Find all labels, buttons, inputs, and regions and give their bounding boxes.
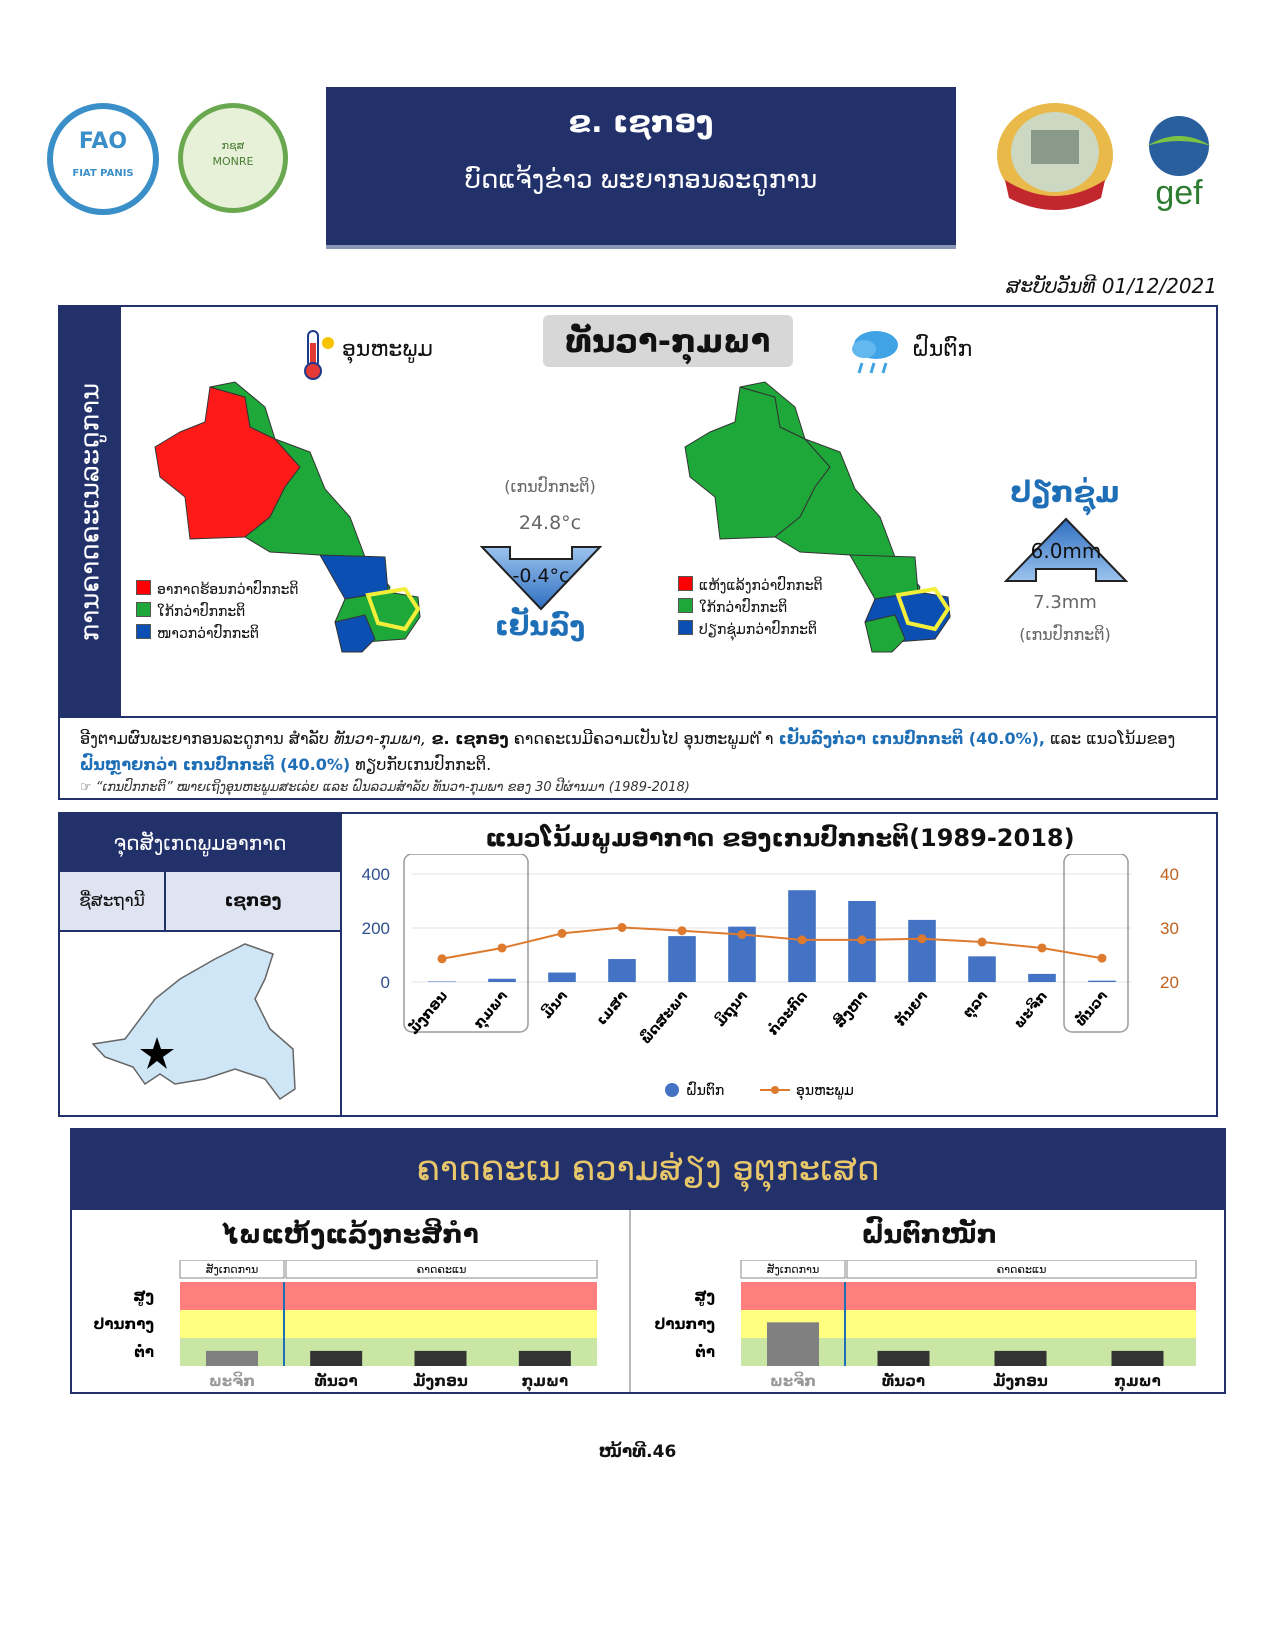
temperature-point	[858, 935, 867, 944]
fao-motto: FIAT PANIS	[72, 168, 134, 179]
rainfall-bar	[608, 959, 636, 982]
risk-level-label: ປານກາງ	[654, 1315, 715, 1333]
outlook-side-bar	[60, 307, 121, 716]
temperature-point	[738, 930, 747, 939]
risk-month-label: ທັນວາ	[881, 1372, 926, 1390]
risk-bar	[767, 1322, 819, 1366]
outlook-narrative	[60, 716, 1216, 798]
observed-label: ສັງເກດການ	[766, 1263, 820, 1276]
legend-swatch	[678, 620, 693, 635]
x-axis-tick: ມັງກອນ	[405, 988, 452, 1038]
x-axis-tick: ມິຖຸນາ	[712, 988, 752, 1030]
narrative-part: ອີງຕາມຜົນພະຍາກອນລະດູການ ສຳລັບ	[80, 729, 335, 748]
legend-rainfall-label: ຝົນຕົກ	[686, 1083, 725, 1099]
temperature-point	[498, 943, 507, 952]
risk-bar	[415, 1351, 467, 1366]
province-title: ຂ. ເຊກອງ	[568, 105, 714, 140]
temperature-point	[558, 929, 567, 938]
drought-risk-chart	[72, 1260, 629, 1392]
lao-emblem-logo	[991, 100, 1119, 210]
temperature-anomaly: -0.4°c	[512, 565, 570, 587]
risk-month-label: ມັງກອນ	[993, 1372, 1048, 1390]
forecast-label: ຄາດຄະແນ	[996, 1263, 1047, 1276]
temperature-legend-item	[136, 601, 299, 623]
rainfall-normal-label: (ເກນປົກກະຕິ)	[1019, 625, 1111, 644]
climatology-chart	[342, 854, 1218, 1116]
temperature-normal-value: 24.8°c	[518, 512, 582, 534]
risk-month-label: ທັນວາ	[314, 1372, 358, 1390]
legend-temperature-label: ອຸນຫະພູມ	[796, 1083, 854, 1099]
temperature-legend	[136, 579, 299, 645]
rainfall-normal-value: 7.3mm	[1033, 592, 1097, 613]
left-axis-tick: 200	[361, 919, 390, 938]
thermometer-icon	[300, 327, 336, 383]
temperature-legend-item	[136, 623, 299, 645]
seasonal-outlook-panel	[58, 305, 1218, 800]
legend-label: ໜາວກວ່າປົກກະຕິ	[157, 626, 259, 642]
issue-date: ສະບັບວັນທີ 01/12/2021	[1006, 274, 1217, 298]
risk-bar	[1112, 1351, 1164, 1366]
narrative-season: ທັນວາ-ກຸມພາ,	[334, 729, 426, 748]
legend-temperature-marker	[771, 1086, 779, 1094]
monre-logo-text: ກຊສ MONRE	[212, 139, 254, 168]
fao-logo	[47, 103, 159, 215]
legend-swatch	[136, 624, 151, 639]
risk-bar	[206, 1351, 258, 1366]
risk-level-band	[741, 1282, 1196, 1310]
rainfall-bar	[428, 981, 456, 982]
temperature-heading: ອຸນຫະພູມ	[342, 337, 433, 362]
risk-level-label: ປານກາງ	[93, 1315, 154, 1333]
temperature-normal-label: (ເກນປົກກະຕິ)	[504, 477, 596, 496]
x-axis-tick: ພຶດສະພາ	[637, 988, 692, 1048]
x-axis-tick: ພະຈິກ	[1011, 988, 1052, 1032]
chart-title: ແນວໂນ້ມພູມອາກາດ ຂອງເກນປົກກະຕິ(1989-2018)	[485, 824, 1075, 852]
fao-logo-text: FAO	[78, 129, 128, 154]
rainfall-bar	[1088, 981, 1116, 982]
legend-swatch	[678, 598, 693, 613]
page-number: ໜ້າທີ.46	[598, 1442, 677, 1462]
rainfall-heading: ຝົນຕົກ	[912, 337, 973, 362]
temperature-point	[918, 934, 927, 943]
narrative-part: ຄາດຄະເນມີຄວາມເປັນໄປ ອຸນຫະພູມຕ່ ຳ	[508, 729, 779, 748]
x-axis-tick: ມີນາ	[539, 988, 572, 1022]
heavy-rain-risk-chart	[631, 1260, 1228, 1392]
season-title: ທັນວາ-ກຸມພາ	[543, 315, 793, 367]
legend-label: ແຫ້ງແລ້ງກວ່າປົກກະຕິ	[699, 578, 823, 594]
legend-label: ໃກ້ກວ່າປົກກະຕິ	[157, 604, 246, 620]
narrative-province: ຂ. ເຊກອງ	[426, 729, 509, 748]
rainfall-anomaly: 6.0mm	[1030, 539, 1102, 563]
left-axis-tick: 400	[361, 865, 390, 884]
risk-month-label: ພະຈິກ	[769, 1372, 817, 1390]
observed-label: ສັງເກດການ	[205, 1263, 259, 1276]
narrative-note: ☞ “ເກນປົກກະຕິ” ໝາຍເຖິງອຸນຫະພູມສະເລ່ຍ ແລະ ຝົນລວມສຳລັບ ທັນວາ-ກຸມພາ ຂອງ 30 ປີຜ່ານມາ (1989-2018)	[80, 780, 690, 795]
rainfall-bar	[968, 956, 996, 982]
rainfall-legend-item	[678, 619, 823, 641]
legend-label: ໃກ້ກວ່າປົກກະຕິ	[699, 600, 788, 616]
narrative-temperature-highlight: ເຢັນລົງກ່ວາ ເກນປົກກະຕິ (40.0%),	[778, 729, 1045, 748]
legend-label: ປຽກຊຸ່ມກວ່າປົກກະຕິ	[699, 622, 817, 638]
temperature-point	[978, 938, 987, 947]
station-climate-panel	[58, 812, 1218, 1117]
risk-level-label: ຕໍ່າ	[134, 1343, 154, 1361]
rainfall-bar	[548, 973, 576, 982]
risk-level-label: ຕໍ່າ	[695, 1343, 715, 1361]
station-location-map	[85, 939, 315, 1109]
risk-month-label: ມັງກອນ	[413, 1372, 468, 1390]
legend-swatch	[678, 576, 693, 591]
heavy-rain-risk-title: ຝົນຕົກໜັກ	[861, 1220, 998, 1250]
rainfall-bar	[488, 979, 516, 982]
temperature-point	[618, 923, 627, 932]
risk-heading: ຄາດຄະເນ ຄວາມສ່ຽງ ອຸຕຸກະເສດ	[70, 1128, 1226, 1210]
rain-cloud-icon	[850, 329, 904, 377]
rainfall-legend	[678, 575, 823, 641]
temperature-direction: ເຢັນລົງ	[494, 611, 586, 642]
temperature-point	[798, 935, 807, 944]
risk-bar	[519, 1351, 571, 1366]
drought-risk-title: ໄພແຫ້ງແລ້ງກະສິກຳ	[222, 1220, 479, 1250]
risk-month-label: ກຸມພາ	[1114, 1372, 1161, 1390]
x-axis-tick: ກັນຍາ	[892, 988, 932, 1030]
right-axis-tick: 40	[1160, 865, 1179, 884]
risk-bar	[878, 1351, 930, 1366]
forecast-label: ຄາດຄະແນ	[416, 1263, 467, 1276]
risk-level-label: ສູງ	[694, 1287, 715, 1305]
risk-panel	[70, 1210, 1226, 1394]
risk-level-band	[180, 1310, 597, 1338]
temperature-point	[1098, 954, 1107, 963]
bulletin-title: ບົດແຈ້ງຂ່າວ ພະຍາກອນລະດູການ	[464, 165, 818, 195]
x-axis-tick: ກຸມພາ	[470, 988, 512, 1032]
station-name-value: ເຊກອງ	[166, 872, 340, 932]
rainfall-legend-item	[678, 597, 823, 619]
narrative-text	[80, 726, 1202, 778]
temperature-point	[1038, 943, 1047, 952]
outlook-side-title: ການຄາດຄະເນລະດູການ	[75, 382, 106, 642]
legend-swatch	[136, 580, 151, 595]
monre-logo	[178, 103, 288, 213]
gef-logo-text: gef	[1155, 174, 1203, 212]
temperature-line	[442, 927, 1102, 958]
risk-month-label: ກຸມພາ	[521, 1372, 569, 1390]
risk-level-band	[180, 1282, 597, 1310]
station-name-label: ຊື່ສະຖານີ	[60, 872, 166, 932]
x-axis-tick: ກໍລະກົດ	[765, 988, 812, 1039]
x-axis-tick: ຕຸລາ	[960, 988, 992, 1021]
left-axis-tick: 0	[380, 973, 390, 992]
risk-bar	[310, 1351, 362, 1366]
legend-rainfall-marker	[665, 1083, 679, 1097]
station-heading: ຈຸດສັງເກດພູມອາກາດ	[60, 814, 340, 872]
right-axis-tick: 20	[1160, 973, 1179, 992]
temperature-point	[678, 926, 687, 935]
narrative-rainfall-highlight: ຝົນຫຼາຍກວ່າ ເກນປົກກະຕິ (40.0%)	[80, 755, 351, 774]
rainfall-bar	[1028, 974, 1056, 982]
narrative-part: ແລະ ແນວໂນ້ມຂອງ	[1045, 729, 1176, 748]
x-axis-tick: ສິງຫາ	[831, 988, 872, 1032]
gef-logo	[1133, 112, 1225, 212]
rainfall-direction: ປຽກຊຸ່ມ	[1010, 475, 1120, 509]
legend-swatch	[136, 602, 151, 617]
x-axis-tick: ທັນວາ	[1072, 988, 1112, 1030]
risk-level-label: ສູງ	[133, 1287, 154, 1305]
narrative-part: ທຽບກັບເກນປົກກະຕິ.	[350, 755, 492, 774]
risk-bar	[995, 1351, 1047, 1366]
highlight-season-box	[404, 854, 528, 1032]
legend-label: ອາກາດຮ້ອນກວ່າປົກກະຕິ	[157, 582, 299, 598]
risk-month-label: ພະຈິກ	[208, 1372, 256, 1390]
x-axis-tick: ເມສາ	[593, 988, 632, 1029]
rainfall-bar	[908, 920, 936, 982]
header-banner	[326, 87, 956, 249]
temperature-legend-item	[136, 579, 299, 601]
rainfall-legend-item	[678, 575, 823, 597]
temperature-point	[438, 954, 447, 963]
right-axis-tick: 30	[1160, 919, 1179, 938]
rainfall-bar	[668, 936, 696, 982]
